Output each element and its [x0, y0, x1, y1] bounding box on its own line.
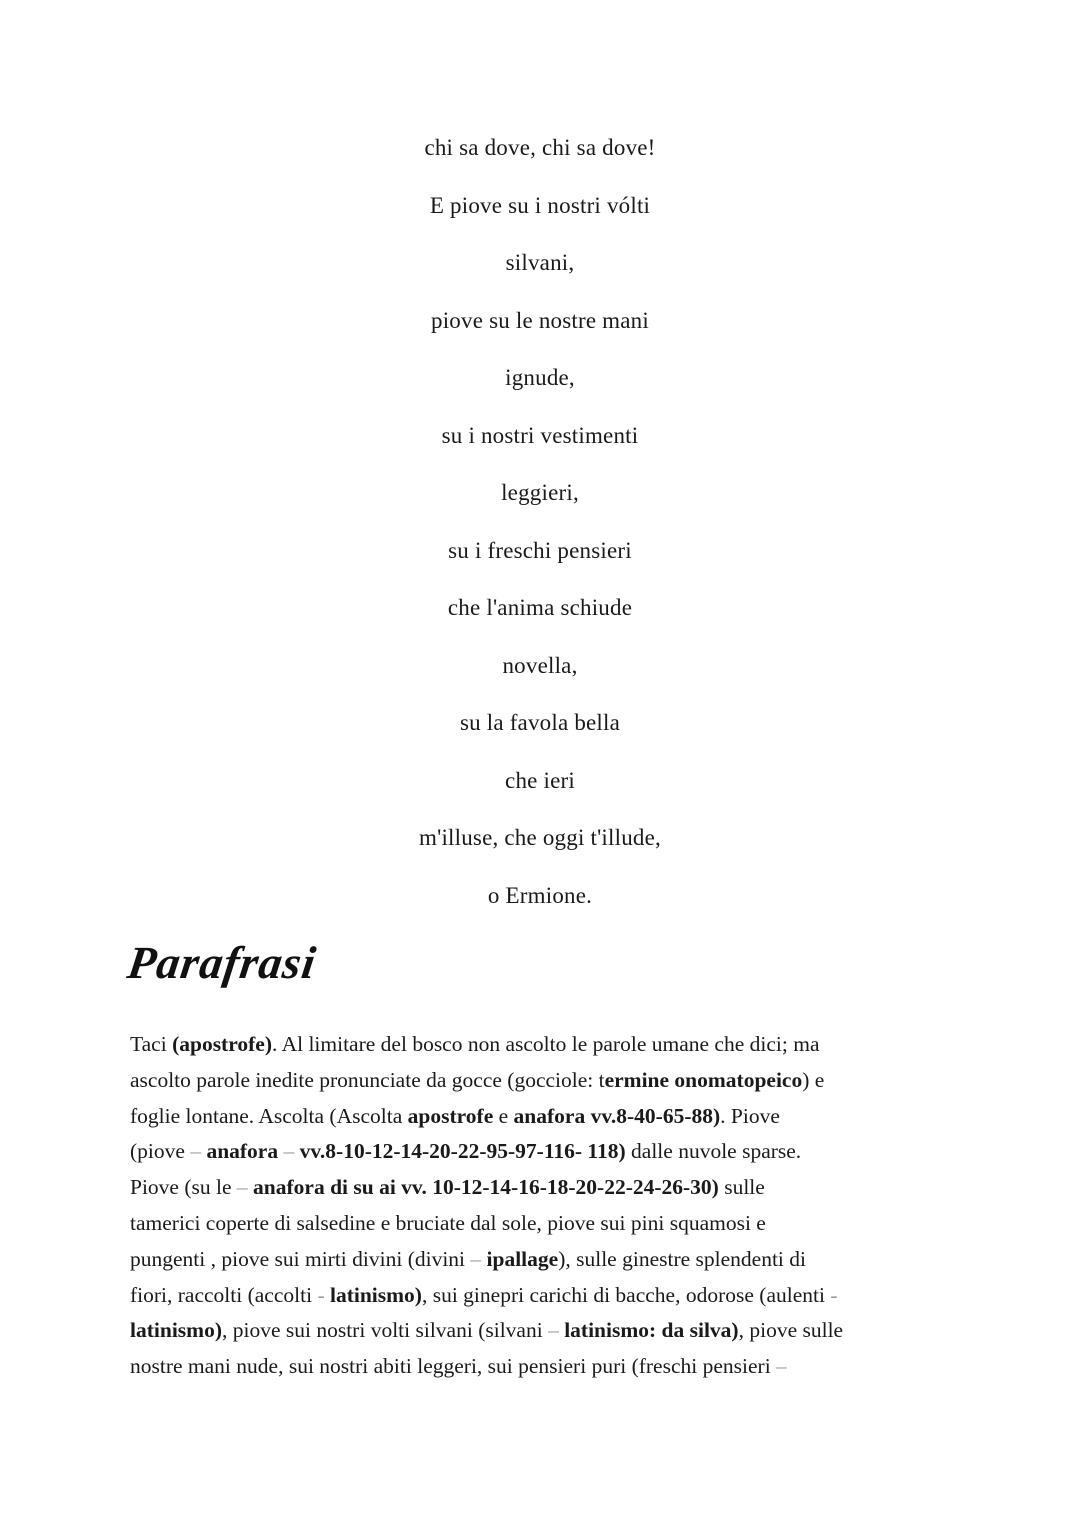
- poem-line: E piove su i nostri vólti: [429, 192, 651, 218]
- term-highlight: vv.8-10-12-14-20-22-95-97-116- 118): [294, 1139, 626, 1164]
- term-highlight: anafora: [201, 1139, 284, 1164]
- poem-stanza: [0, 126, 1080, 931]
- term-highlight: latinismo): [130, 1318, 222, 1343]
- poem-line: ignude,: [505, 365, 575, 390]
- term-highlight: (apostrofe): [172, 1032, 272, 1056]
- paraphrase-line: pungenti , piove sui mirti divini (divini – ipallage), sulle ginestre splendenti di: [130, 1246, 806, 1271]
- paraphrase-line: tamerici coperte di salsedine e bruciate dal sole, piove sui pini squamosi e: [130, 1210, 766, 1235]
- section-heading: Parafrasi: [124, 937, 320, 988]
- poem-line: m'illuse, che oggi t'illude,: [419, 825, 661, 850]
- paraphrase-line: fiori, raccolti (accolti - latinismo), sui ginepri carichi di bacche, odorose (aulenti -: [130, 1282, 838, 1307]
- paraphrase-line: latinismo), piove sui nostri volti silvani (silvani – latinismo: da silva), piove sulle: [130, 1318, 844, 1343]
- term-highlight: ermine onomatopeico: [604, 1067, 803, 1092]
- term-highlight: anafora vv.8-40-65-88): [513, 1103, 721, 1128]
- poem-line: su la favola bella: [459, 710, 621, 735]
- poem-line: su i nostri vestimenti: [441, 422, 639, 448]
- paraphrase-line: Taci (apostrofe). Al limitare del bosco non ascolto le parole umane che dici; ma: [130, 1032, 820, 1056]
- term-highlight: latinismo: da silva): [558, 1318, 739, 1343]
- poem-line: silvani,: [505, 250, 575, 275]
- poem-line: su i freschi pensieri: [448, 537, 632, 563]
- poem-line: o Ermione.: [487, 882, 593, 908]
- poem-line: piove su le nostre mani: [431, 307, 649, 333]
- poem-line: leggieri,: [501, 480, 579, 505]
- term-highlight: apostrofe: [407, 1103, 494, 1128]
- paraphrase-line: ascolto parole inedite pronunciate da gocce (gocciole: termine onomatopeico) e: [130, 1067, 825, 1092]
- term-highlight: latinismo): [324, 1282, 422, 1307]
- term-highlight: ipallage: [481, 1246, 559, 1271]
- paraphrase-line: Piove (su le – anafora di su ai vv. 10-12-14-16-18-20-22-24-26-30) sulle: [130, 1175, 765, 1200]
- poem-line: chi sa dove, chi sa dove!: [424, 135, 656, 160]
- paraphrase-paragraph: [130, 1027, 960, 1385]
- poem-line: che l'anima schiude: [447, 595, 633, 620]
- poem-line: che ieri: [505, 767, 575, 793]
- paraphrase-line: nostre mani nude, sui nostri abiti leggeri, sui pensieri puri (freschi pensieri –: [130, 1354, 787, 1379]
- paraphrase-line: foglie lontane. Ascolta (Ascolta apostrofe e anafora vv.8-40-65-88). Piove: [130, 1103, 780, 1128]
- term-highlight: anafora di su ai vv. 10-12-14-16-18-20-22-24-26-30): [247, 1175, 719, 1200]
- paraphrase-line: (piove – anafora – vv.8-10-12-14-20-22-95-97-116- 118) dalle nuvole sparse.: [130, 1139, 802, 1164]
- poem-line: novella,: [502, 652, 578, 678]
